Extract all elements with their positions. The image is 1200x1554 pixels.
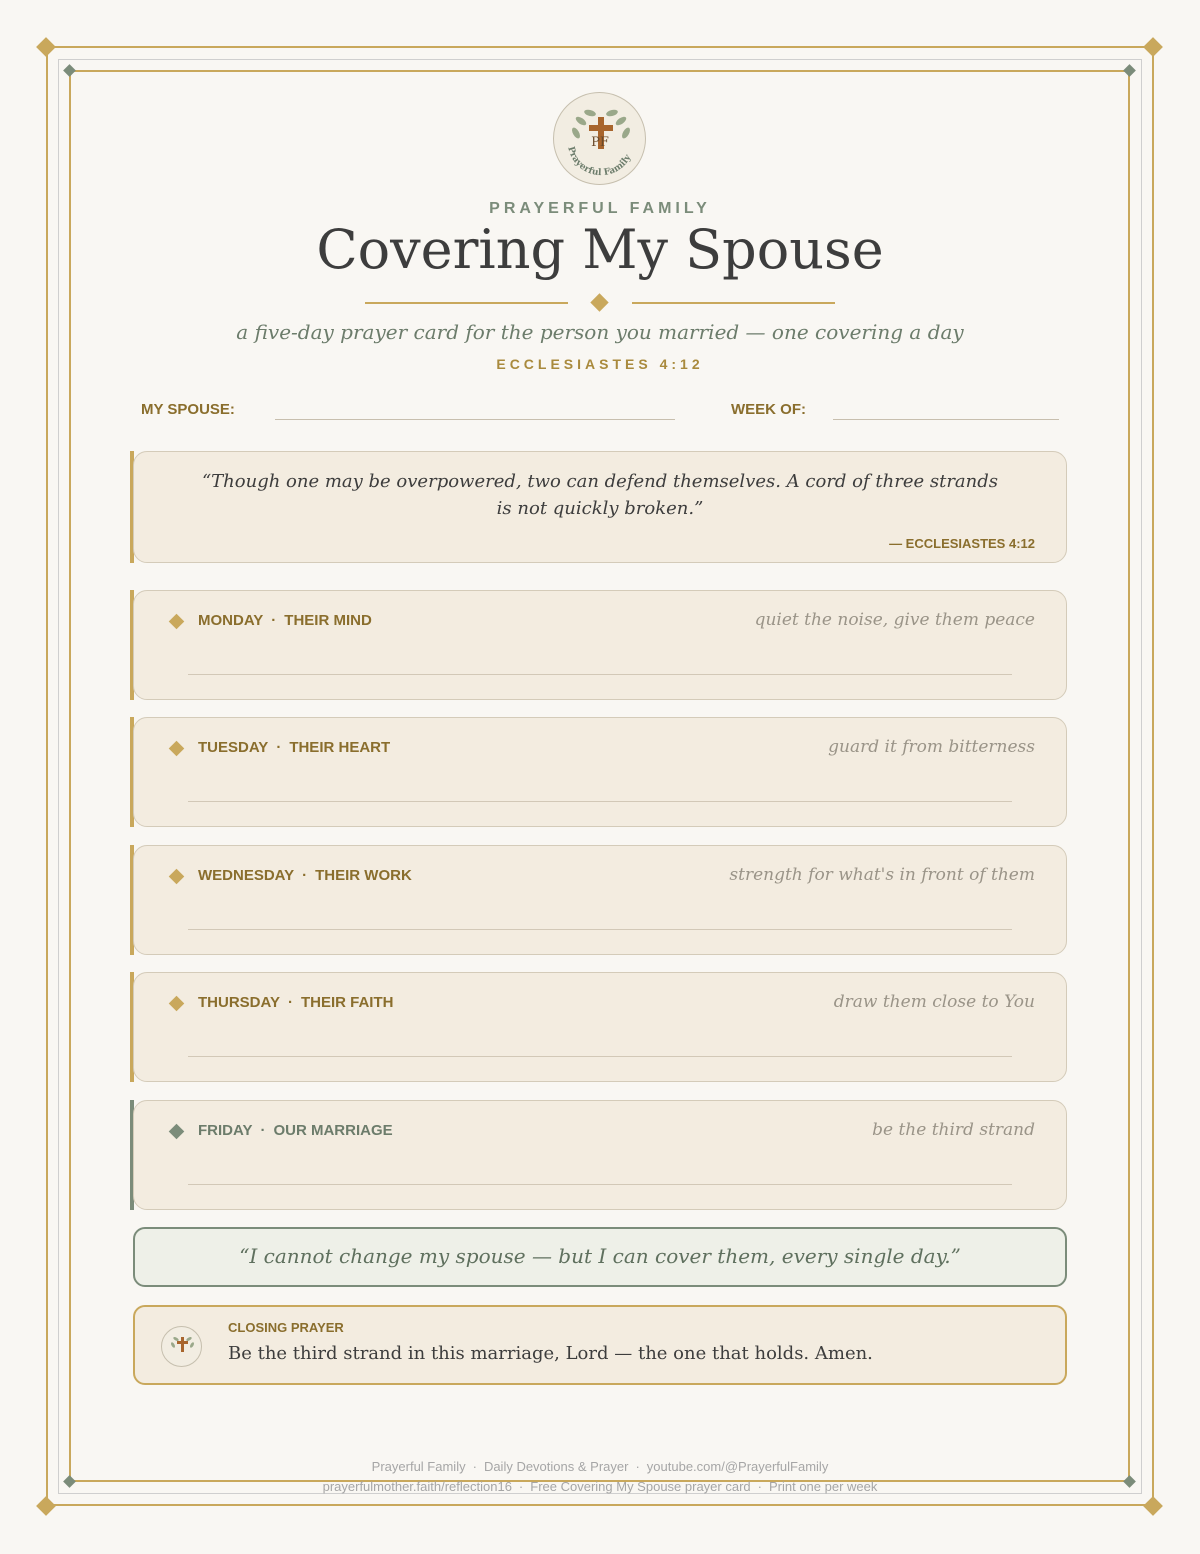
day-hint: guard it from bitterness [828,737,1035,757]
day-heading [198,994,393,1011]
day-separator: · [276,739,282,756]
verse-text: “Though one may be overpowered, two can defend themselves. A cord of three strands is not quickly broken.” [201,471,999,519]
day-name: FRIDAY [198,1122,253,1139]
page-title: Covering My Spouse [316,218,884,281]
day-heading [198,612,372,629]
day-hint: draw them close to You [833,992,1035,1012]
footer-item: Print one per week [768,1479,878,1494]
footer-line-1: Prayerful Family · Daily Devotions & Prayer · youtube.com/@PrayerfulFamily [371,1459,829,1474]
day-heading [198,1122,393,1139]
small-logo-icon [161,1326,202,1367]
svg-text:Prayerful Family: Prayerful Family [565,145,634,179]
day-theme: THEIR WORK [315,867,412,884]
day-theme: OUR MARRIAGE [273,1122,393,1139]
day-name: TUESDAY [198,739,269,756]
day-hint: quiet the noise, give them peace [754,610,1035,630]
day-heading [198,739,390,756]
week-write-line[interactable] [833,419,1059,420]
day-card [133,717,1067,827]
closing-label: CLOSING PRAYER [228,1320,344,1335]
day-write-line[interactable] [188,1056,1012,1057]
closing-text: Be the third strand in this marriage, Lord — the one that holds. Amen. [228,1343,873,1364]
day-write-line[interactable] [188,1184,1012,1185]
day-card [133,972,1067,1082]
day-name: THURSDAY [198,994,280,1011]
day-write-line[interactable] [188,929,1012,930]
scripture-reference: ECCLESIASTES 4:12 [496,356,704,372]
subtitle: a five-day prayer card for the person you married — one covering a day [236,320,964,344]
footer-item: Free Covering My Spouse prayer card [530,1479,751,1494]
day-hint: strength for what's in front of them [729,865,1035,885]
day-separator: · [260,1122,266,1139]
day-theme: THEIR HEART [289,739,391,756]
svg-text:PF: PF [591,135,609,150]
verse-citation: — ECCLESIASTES 4:12 [889,536,1035,551]
title-rule-left [365,302,568,304]
day-write-line[interactable] [188,674,1012,675]
day-theme: THEIR MIND [284,612,372,629]
footer-item: Prayerful Family [371,1459,466,1474]
footer-item: Daily Devotions & Prayer [483,1459,629,1474]
footer-link[interactable]: youtube.com/@PrayerfulFamily [646,1459,829,1474]
day-card [133,845,1067,955]
cross-wreath-logo [553,92,646,185]
spouse-label: MY SPOUSE: [141,401,235,418]
day-heading [198,867,412,884]
day-name: WEDNESDAY [198,867,295,884]
day-separator: · [287,994,293,1011]
week-label: WEEK OF: [731,401,806,418]
day-separator: · [271,612,277,629]
title-rule-right [632,302,835,304]
footer-link[interactable]: prayerfulmother.faith/reflection16 [322,1479,512,1494]
footer-line-2: prayerfulmother.faith/reflection16 · Free Covering My Spouse prayer card · Print one per week [322,1479,878,1494]
day-separator: · [302,867,308,884]
day-theme: THEIR FAITH [300,994,394,1011]
day-card [133,590,1067,700]
quote-text: “I cannot change my spouse — but I can cover them, every single day.” [239,1244,961,1268]
day-card [133,1100,1067,1210]
day-name: MONDAY [198,612,264,629]
day-hint: be the third strand [872,1120,1035,1140]
spouse-write-line[interactable] [275,419,675,420]
brand-name: PRAYERFUL FAMILY [489,200,711,217]
day-write-line[interactable] [188,801,1012,802]
